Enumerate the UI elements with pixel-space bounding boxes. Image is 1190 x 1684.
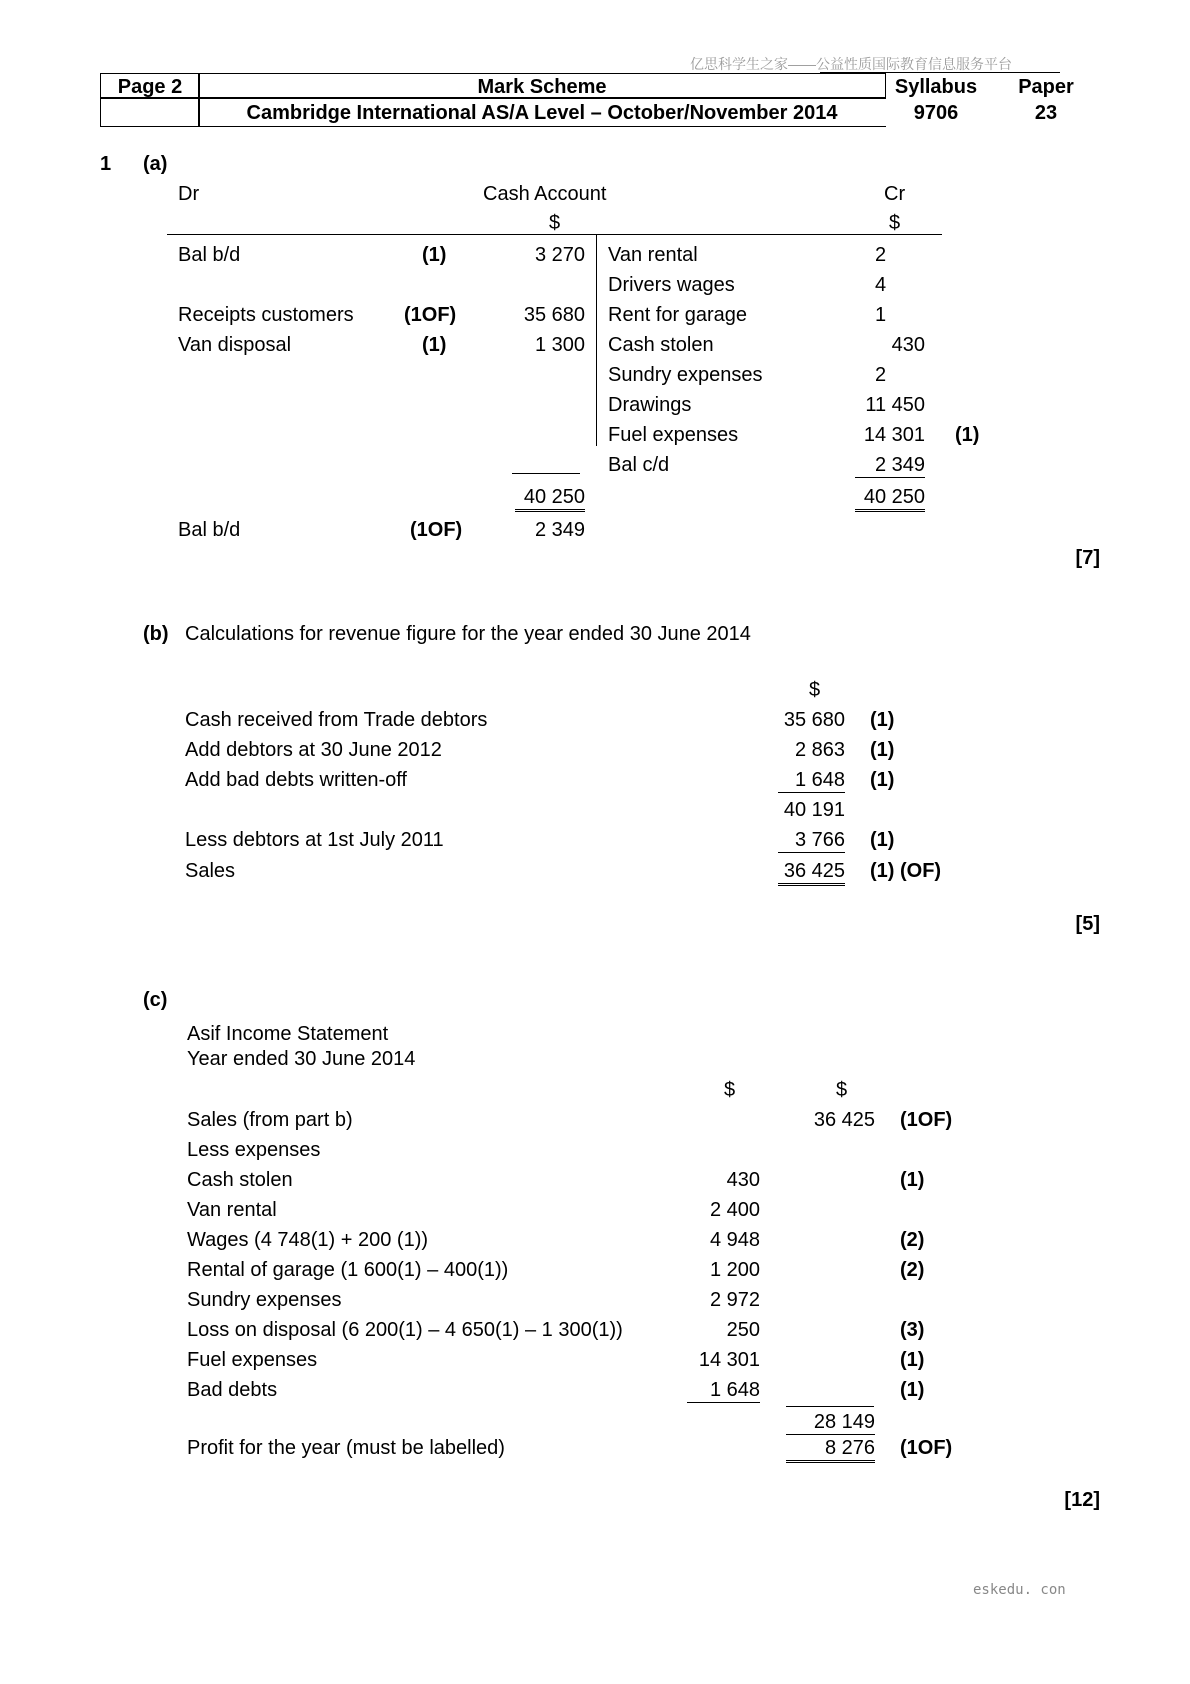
is-desc: Sales (from part b) [187, 1109, 353, 1131]
credit-amount: 2 [875, 244, 887, 266]
calc-mark: (1) [870, 739, 895, 761]
debit-amount: 35 680 [523, 304, 585, 326]
calc-amount: 40 191 [783, 799, 845, 821]
t-account-divider [596, 234, 597, 446]
is-col1: 250 [726, 1319, 760, 1341]
is-col1: 1 200 [709, 1259, 760, 1281]
is-col1: 2 400 [709, 1199, 760, 1221]
header-top-rule [820, 72, 1060, 73]
calc-amount: 35 680 [783, 709, 845, 731]
debit-mark: (1OF) [404, 304, 457, 326]
credit-desc: Rent for garage [608, 304, 747, 326]
t-account-top-rule [167, 234, 942, 235]
cash-account-title: Cash Account [483, 183, 607, 205]
part-b-dollar: $ [809, 679, 821, 701]
income-statement-title: Asif Income Statement [187, 1023, 389, 1045]
is-mark: (3) [900, 1319, 925, 1341]
col2-dollar: $ [836, 1079, 848, 1101]
is-desc: Bad debts [187, 1379, 278, 1401]
calc-mark: (1) (OF) [870, 860, 942, 882]
credit-total: 40 250 [855, 485, 925, 512]
question-number: 1 [100, 153, 112, 175]
credit-desc: Drivers wages [608, 274, 735, 296]
is-desc: Rental of garage (1 600(1) – 400(1)) [187, 1259, 509, 1281]
is-col1: 1 648 [687, 1378, 760, 1403]
profit-amount: 8 276 [786, 1436, 875, 1463]
credit-desc: Van rental [608, 244, 698, 266]
credit-amount: 2 349 [855, 453, 925, 478]
calc-amount: 2 863 [794, 739, 845, 761]
debit-total-rule [512, 473, 580, 474]
is-col1: 14 301 [698, 1349, 760, 1371]
subtotal-top-rule [786, 1406, 874, 1407]
credit-amount: 14 301 [863, 424, 925, 446]
credit-amount: 430 [891, 334, 925, 356]
credit-amount: 1 [875, 304, 887, 326]
is-desc: Cash stolen [187, 1169, 293, 1191]
syllabus-value: 9706 [913, 102, 959, 124]
is-desc: Wages (4 748(1) + 200 (1)) [187, 1229, 429, 1251]
dr-label: Dr [178, 183, 200, 205]
syllabus-label: Syllabus [894, 76, 978, 98]
credit-amount: 4 [875, 274, 887, 296]
is-mark: (1) [900, 1169, 925, 1191]
expenses-subtotal: 28 149 [786, 1410, 875, 1435]
debit-desc: Bal b/d [178, 244, 241, 266]
calc-amount: 3 766 [778, 828, 845, 853]
debit-mark: (1) [422, 244, 447, 266]
calc-mark: (1) [870, 769, 895, 791]
bal-bd-amount: 2 349 [534, 519, 585, 541]
calc-desc: Cash received from Trade debtors [185, 709, 488, 731]
cr-label: Cr [884, 183, 906, 205]
is-col1: 4 948 [709, 1229, 760, 1251]
profit-mark: (1OF) [900, 1437, 953, 1459]
is-desc: Less expenses [187, 1139, 321, 1161]
bal-bd-desc: Bal b/d [178, 519, 241, 541]
part-a-label: (a) [143, 153, 168, 175]
part-b-marks: [5] [1075, 913, 1100, 935]
calc-desc: Sales [185, 860, 236, 882]
credit-desc: Bal c/d [608, 454, 670, 476]
is-mark: (1OF) [900, 1109, 953, 1131]
credit-mark: (1) [955, 424, 980, 446]
is-mark: (1) [900, 1379, 925, 1401]
is-desc: Van rental [187, 1199, 277, 1221]
part-b-label: (b) [143, 623, 169, 645]
debit-amount: 1 300 [534, 334, 585, 356]
is-col1: 430 [726, 1169, 760, 1191]
watermark: 亿思科学生之家——公益性质国际教育信息服务平台 [690, 56, 1012, 72]
col1-dollar: $ [724, 1079, 736, 1101]
is-desc: Loss on disposal (6 200(1) – 4 650(1) – 1 300(1)) [187, 1319, 623, 1341]
is-desc: Fuel expenses [187, 1349, 318, 1371]
footer-watermark: eskedu. con [973, 1582, 1066, 1598]
is-col1: 2 972 [709, 1289, 760, 1311]
is-mark: (2) [900, 1259, 925, 1281]
part-c-label: (c) [143, 989, 168, 1011]
credit-desc: Cash stolen [608, 334, 714, 356]
credit-amount: 2 [875, 364, 887, 386]
calc-mark: (1) [870, 709, 895, 731]
calc-mark: (1) [870, 829, 895, 851]
profit-desc: Profit for the year (must be labelled) [187, 1437, 505, 1459]
paper-value: 23 [1034, 102, 1058, 124]
credit-amount: 11 450 [865, 394, 925, 416]
calc-desc: Add bad debts written-off [185, 769, 407, 791]
header-title: Mark Scheme [477, 76, 607, 98]
bal-bd-mark: (1OF) [410, 519, 463, 541]
header-empty-cell [100, 97, 200, 127]
debit-desc: Van disposal [178, 334, 292, 356]
header-subtitle: Cambridge International AS/A Level – October/November 2014 [246, 102, 838, 124]
calc-desc: Add debtors at 30 June 2012 [185, 739, 442, 761]
is-mark: (1) [900, 1349, 925, 1371]
is-mark: (2) [900, 1229, 925, 1251]
calc-desc: Less debtors at 1st July 2011 [185, 829, 444, 851]
is-desc: Sundry expenses [187, 1289, 342, 1311]
debit-total: 40 250 [515, 485, 585, 512]
dollar-right: $ [889, 212, 901, 234]
paper-label: Paper [1018, 76, 1074, 98]
income-statement-period: Year ended 30 June 2014 [187, 1048, 416, 1070]
calc-amount: 1 648 [778, 768, 845, 793]
part-b-heading: Calculations for revenue figure for the year ended 30 June 2014 [185, 623, 751, 645]
dollar-left: $ [549, 212, 561, 234]
debit-amount: 3 270 [534, 244, 585, 266]
is-col2: 36 425 [813, 1109, 875, 1131]
debit-mark: (1) [422, 334, 447, 356]
part-a-marks: [7] [1075, 547, 1100, 569]
calc-amount: 36 425 [778, 859, 845, 886]
credit-desc: Drawings [608, 394, 692, 416]
debit-desc: Receipts customers [178, 304, 354, 326]
part-c-marks: [12] [1064, 1489, 1100, 1511]
credit-desc: Sundry expenses [608, 364, 763, 386]
page-label: Page 2 [117, 76, 183, 98]
credit-desc: Fuel expenses [608, 424, 739, 446]
